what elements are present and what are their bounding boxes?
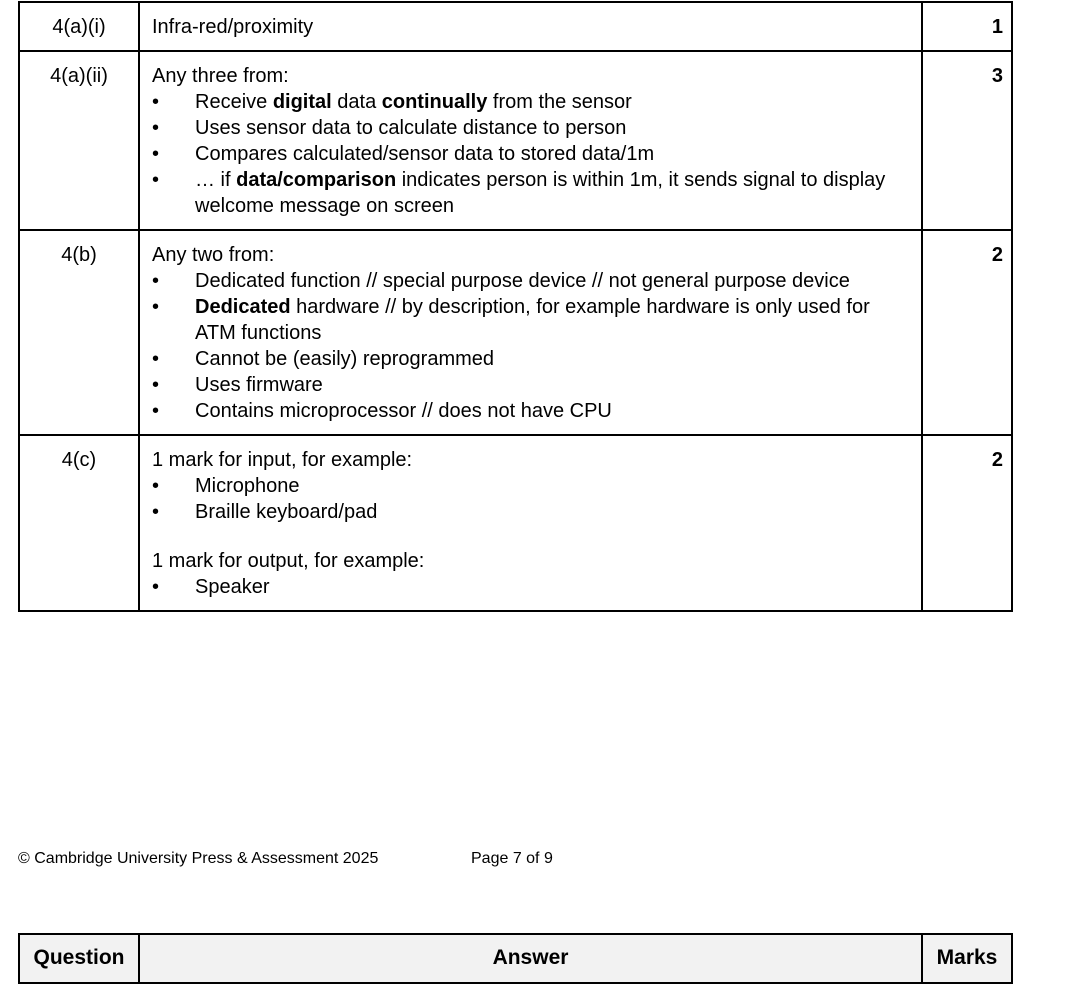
text-run: Uses sensor data to calculate distance to person [195, 117, 627, 139]
bold-text: continually [381, 91, 488, 113]
mark-scheme-row [19, 230, 1012, 435]
text-run: Infra-red/proximity [152, 16, 314, 38]
text-run: 1 mark for output, for example: [152, 550, 425, 572]
question-number: 4(b) [19, 230, 139, 435]
text-run: Speaker [195, 576, 270, 598]
bullet-item [152, 294, 913, 346]
mark-scheme-row [19, 51, 1012, 230]
text-run: Any two from: [152, 244, 275, 266]
text-run: Cannot be (easily) reprogrammed [195, 348, 495, 370]
spacer [152, 525, 913, 548]
bullet-item [152, 167, 913, 219]
bullet-item [152, 398, 913, 424]
mark-scheme-rows [19, 2, 1012, 611]
text-run: Dedicated function // special purpose device // not general purpose device [195, 270, 850, 292]
marks-value: 1 [922, 2, 1012, 51]
text-run: Braille keyboard/pad [195, 501, 378, 523]
marks-value: 2 [922, 435, 1012, 611]
copyright-notice: © Cambridge University Press & Assessment 2025 [18, 850, 379, 867]
bullet-item [152, 372, 913, 398]
text-run: Any three from: [152, 65, 289, 87]
bold-text: data/comparison [236, 169, 397, 191]
bullet-item [152, 89, 913, 115]
bullet-list [152, 574, 913, 600]
answer-column-header: Answer [139, 934, 922, 983]
bullet-item [152, 268, 913, 294]
bullet-list [152, 473, 913, 525]
text-run: Compares calculated/sensor data to stored data/1m [195, 143, 655, 165]
bullet-item [152, 499, 913, 525]
marks-column-header: Marks [922, 934, 1012, 983]
bullet-list [152, 268, 913, 424]
bullet-item [152, 346, 913, 372]
answer-intro [152, 14, 913, 40]
question-number: 4(a)(i) [19, 2, 139, 51]
page-number: Page 7 of 9 [471, 850, 553, 867]
answer-intro [152, 242, 913, 268]
answer-intro [152, 63, 913, 89]
answer-intro [152, 447, 913, 473]
text-run: 1 mark for input, for example: [152, 449, 413, 471]
answer-cell [139, 2, 922, 51]
mark-scheme-row [19, 435, 1012, 611]
text-run: Uses firmware [195, 374, 323, 396]
text-run: … if [195, 169, 237, 191]
bullet-list [152, 89, 913, 219]
marks-value: 2 [922, 230, 1012, 435]
next-page-table-header [18, 933, 1013, 984]
bold-text: digital [272, 91, 332, 113]
text-run: indicates person is within 1m, it sends signal to display welcome message on screen [195, 169, 886, 217]
bullet-item [152, 115, 913, 141]
text-run: Contains microprocessor // does not have CPU [195, 400, 612, 422]
answer-cell [139, 435, 922, 611]
question-number: 4(c) [19, 435, 139, 611]
question-column-header: Question [19, 934, 139, 983]
text-run: Microphone [195, 475, 300, 497]
text-run: Receive [195, 91, 273, 113]
bullet-item [152, 141, 913, 167]
answer-cell [139, 51, 922, 230]
bullet-item [152, 473, 913, 499]
marks-value: 3 [922, 51, 1012, 230]
mark-scheme-row [19, 2, 1012, 51]
bullet-item [152, 574, 913, 600]
header-row [19, 934, 1012, 983]
text-run: hardware // by description, for example hardware is only used for ATM functions [195, 296, 870, 344]
text-run: data [331, 91, 382, 113]
bold-text: Dedicated [195, 296, 291, 318]
text-run: from the sensor [487, 91, 632, 113]
answer-intro [152, 548, 913, 574]
question-number: 4(a)(ii) [19, 51, 139, 230]
mark-scheme-table [18, 1, 1013, 612]
answer-cell [139, 230, 922, 435]
